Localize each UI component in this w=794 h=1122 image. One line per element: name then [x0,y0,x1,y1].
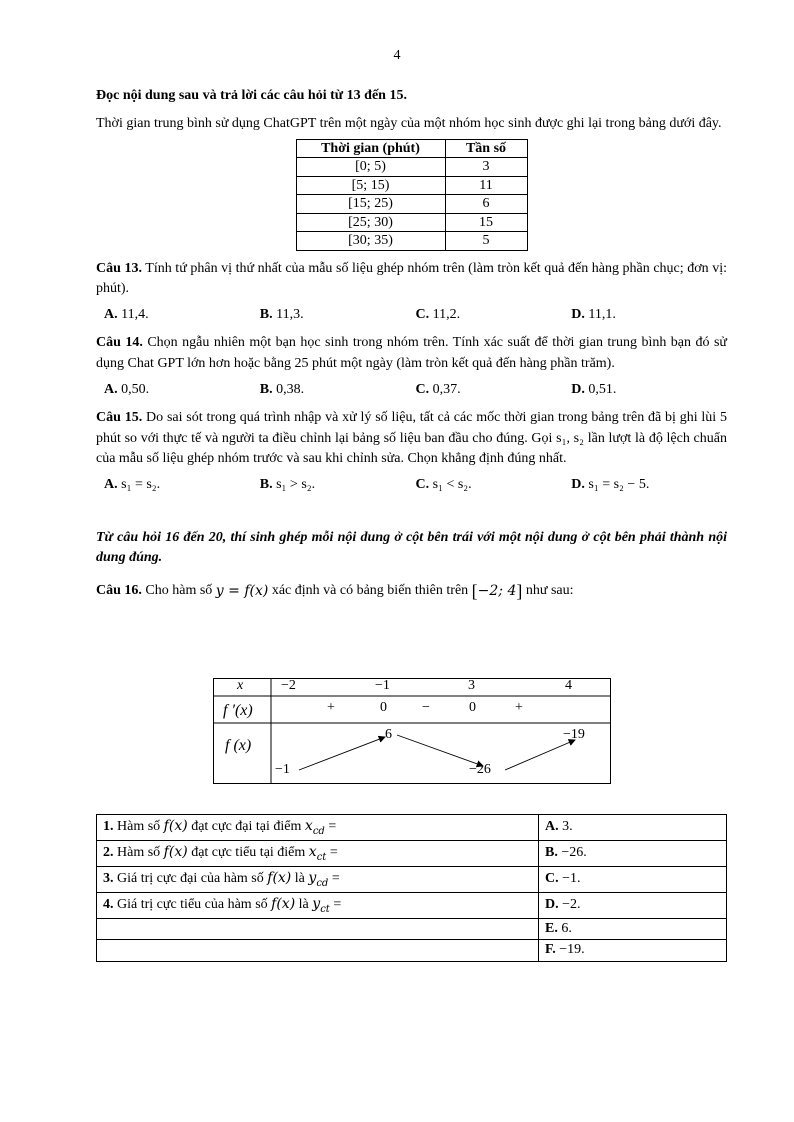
answer-option[interactable] [571,475,727,495]
freq-interval: [0; 5) [296,158,445,177]
intro-heading: Đọc nội dung sau và trả lời các câu hỏi từ 13 đến 15. [96,88,407,103]
function-expression: y = f(x) [215,583,269,600]
question-text: Cho hàm số [141,583,216,599]
option-key: C. [545,871,559,887]
match-left-cell-empty [97,919,539,940]
f-value-max: 6 [385,727,392,742]
freq-count: 3 [445,158,527,177]
option-key: D. [545,897,559,913]
derivative-sign: + [327,700,335,715]
option-key: A. [104,477,118,493]
table-row [296,232,527,251]
item-number: 3. [103,870,114,886]
f-value-start: −1 [275,762,290,777]
variable-subscript: ct [320,903,330,915]
question-text: như sau: [522,583,574,599]
answer-option[interactable] [104,380,260,400]
item-text: Giá trị cực đại của hàm số [113,870,268,886]
question-13-options [96,305,727,325]
answer-option[interactable] [104,305,260,325]
option-text: −19. [555,942,585,958]
answer-option[interactable] [571,380,727,400]
option-text: 0,50. [117,382,150,398]
option-key: C. [415,382,430,398]
option-key: B. [259,477,273,493]
match-left-cell [97,841,539,867]
answer-option[interactable] [260,305,416,325]
option-key: A. [104,382,118,398]
question-15-options [96,475,727,495]
match-left-cell [97,815,539,841]
option-text: 11,2. [429,307,461,323]
freq-interval: [25; 30) [296,213,445,232]
match-right-cell [539,940,727,961]
option-text: s₁ = s₂ − 5. [584,477,650,493]
x-value: −2 [281,678,296,693]
option-text: −1. [558,871,581,887]
variable: x [304,817,313,834]
row-label-x: x [237,678,244,693]
answer-option[interactable] [416,305,572,325]
freq-count: 6 [445,195,527,214]
option-text: 0,51. [584,382,617,398]
table-row [97,919,727,940]
option-text: 11,3. [272,307,304,323]
match-left-cell [97,893,539,919]
answer-option[interactable] [260,380,416,400]
row-label-function: f (x) [225,737,252,754]
option-text: −2. [558,897,581,913]
question-13 [96,259,727,300]
option-text: s₁ = s₂. [117,477,161,493]
question-label: Câu 16. [96,583,142,599]
match-right-cell [539,867,727,893]
answer-option[interactable] [416,475,572,495]
row-label-derivative: f ′(x) [223,702,253,719]
option-key: B. [259,382,273,398]
match-left-cell-empty [97,940,539,961]
freq-interval: [5; 15) [296,176,445,195]
option-key: C. [415,477,430,493]
match-right-cell [539,815,727,841]
question-text: Chọn ngẫu nhiên một bạn học sinh trong nhóm trên. Tính xác suất để thời gian trung bình bạn đó sử dụng Chat GPT lớn hơn hoặc bằng 25 phút một ngày (làm tròn kết quả đến hàng phần trăm). [96,335,727,371]
item-number: 4. [103,896,114,912]
variation-table [213,678,611,784]
option-key: B. [545,845,558,861]
f-value-end: −19 [563,727,585,742]
item-number: 2. [103,844,114,860]
intro-text: Thời gian trung bình sử dụng ChatGPT trên một ngày của một nhóm học sinh được ghi lại trong bảng dưới đây. [96,116,722,132]
derivative-sign: − [422,700,430,715]
question-text: xác định và có bảng biến thiên trên [268,583,472,599]
table-row [97,815,727,841]
freq-count: 11 [445,176,527,195]
variable: y [308,869,317,886]
option-text: s₁ < s₂. [429,477,472,493]
question-label: Câu 15. [96,410,143,426]
function-expression: f(x) [267,869,292,886]
item-text: = [328,870,340,886]
item-text: Hàm số [113,818,164,834]
option-key: D. [571,307,585,323]
match-left-cell [97,867,539,893]
question-14-options [96,380,727,400]
option-key: A. [104,307,118,323]
variable-subscript: cd [316,877,329,889]
option-key: C. [415,307,430,323]
table-row [296,195,527,214]
page-number: 4 [393,48,401,63]
question-16 [96,578,727,604]
item-text: là [295,896,313,912]
freq-count: 15 [445,213,527,232]
option-key: F. [545,942,556,958]
item-text: đạt cực tiểu tại điểm [187,844,309,860]
table-row [296,176,527,195]
answer-option[interactable] [104,475,260,495]
question-text: Do sai sót trong quá trình nhập và xử lý số liệu, tất cả các mốc thời gian trong bảng trên đã bị ghi lùi 5 phút so với thực tế và người ta điều chỉnh lại bảng số liệu ban đầu cho đúng. Gọi s₁, s₂ lần lượt là độ lệch chuẩn của mẫu số liệu ghép nhóm trước và sau khi chỉnh sửa. Chọn khẳng định đúng nhất. [96,410,728,466]
item-text: = [329,896,342,912]
item-text: đạt cực đại tại điểm [187,818,305,834]
answer-option[interactable] [260,475,416,495]
derivative-sign: + [515,700,523,715]
question-label: Câu 13. [96,260,142,276]
question-label: Câu 14. [96,335,143,351]
matching-table [96,814,727,962]
increasing-arrow [299,737,385,770]
item-text: = [326,844,338,860]
option-text: 6. [557,921,572,936]
option-text: 11,1. [584,307,616,323]
frequency-table [296,139,528,251]
derivative-zero: 0 [469,700,476,715]
option-key: D. [571,477,585,493]
table-row [296,158,527,177]
match-right-cell [539,841,727,867]
variation-table-lines [213,678,611,784]
item-text: = [324,818,337,834]
function-expression: f(x) [163,843,188,860]
freq-header-time: Thời gian (phút) [296,139,445,158]
option-text: 0,38. [272,382,305,398]
table-row [97,841,727,867]
option-key: A. [545,819,559,835]
interval: −2; 4 [477,583,517,600]
option-key: D. [571,382,585,398]
x-value: 3 [468,678,475,693]
function-expression: f(x) [271,895,296,912]
answer-option[interactable] [416,380,572,400]
freq-interval: [30; 35) [296,232,445,251]
x-value: −1 [375,678,390,693]
option-text: s₁ > s₂. [272,477,316,493]
x-value: 4 [565,678,572,693]
interval-bracket-right: ] [516,581,523,602]
table-row [97,940,727,961]
freq-count: 5 [445,232,527,251]
item-text: Giá trị cực tiểu của hàm số [113,896,272,912]
section-2-heading: Từ câu hỏi 16 đến 20, thí sinh ghép mỗi nội dung ở cột bên trái với một nội dung ở cột bên phải thành nội dung đúng. [96,529,727,565]
variable-subscript: ct [316,851,327,863]
interval-bracket-left: [ [471,581,478,602]
option-text: 11,4. [117,307,149,323]
question-text: Tính tứ phân vị thứ nhất của mẫu số liệu ghép nhóm trên (làm tròn kết quả đến hàng phần chục; đơn vị: phút). [96,260,727,296]
option-text: 0,37. [429,382,461,398]
variable: y [312,895,321,912]
match-right-cell [539,893,727,919]
table-row [97,893,727,919]
function-expression: f(x) [163,817,188,834]
answer-option[interactable] [571,305,727,325]
freq-interval: [15; 25) [296,195,445,214]
option-text: 3. [558,819,573,835]
option-key: B. [259,307,273,323]
page-content [96,86,728,958]
variable: x [308,843,317,860]
option-key: E. [545,921,558,936]
f-value-min: −26 [469,762,491,777]
item-text: là [291,870,309,886]
derivative-zero: 0 [380,700,387,715]
item-number: 1. [103,818,114,834]
item-text: Hàm số [113,844,164,860]
option-text: −26. [557,845,587,861]
table-row [97,867,727,893]
variable-subscript: cd [312,825,325,837]
table-row [296,213,527,232]
freq-header-count: Tần số [445,139,527,158]
question-15 [96,408,727,469]
match-right-cell [539,919,727,940]
question-14 [96,333,727,374]
